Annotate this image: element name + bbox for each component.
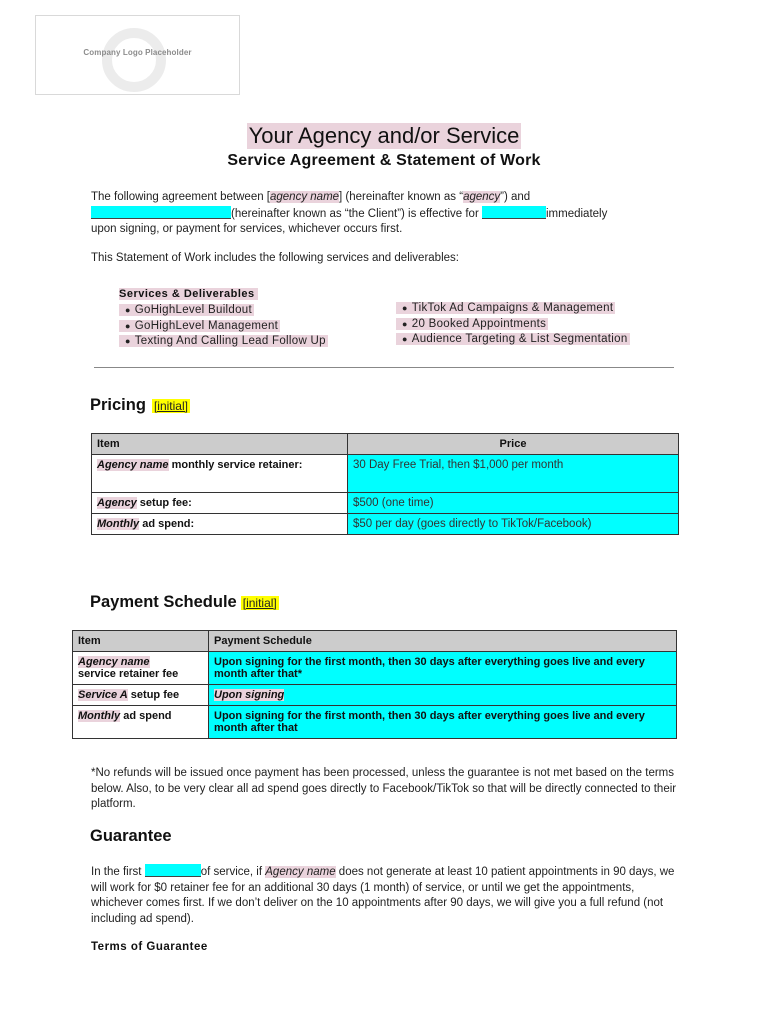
- table-row: [73, 652, 677, 685]
- service-item: [119, 334, 328, 350]
- table-row: [92, 455, 679, 493]
- title-block: [0, 123, 768, 149]
- service-label: Audience Targeting & List Segmentation: [411, 333, 628, 345]
- service-item: [396, 317, 630, 333]
- service-item: [396, 301, 630, 317]
- client-name-field[interactable]: [91, 206, 231, 219]
- service-item: [119, 303, 328, 319]
- agency-placeholder[interactable]: agency: [463, 191, 501, 203]
- payment-schedule-table: [72, 630, 677, 739]
- agency-name-placeholder[interactable]: Agency name: [265, 866, 336, 878]
- terms-of-guarantee-heading: Terms of Guarantee: [91, 941, 208, 953]
- services-list-left: [119, 303, 328, 350]
- pricing-item-cell: [92, 514, 348, 535]
- intro-text: ”) and: [500, 191, 531, 203]
- payment-schedule-heading: [90, 593, 279, 612]
- guarantee-text: In the first: [91, 866, 142, 878]
- sow-intro: This Statement of Work includes the following services and deliverables:: [91, 252, 459, 264]
- item-label: ad spend: [120, 710, 172, 722]
- guarantee-text: does not generate at least 10 patient appointments in 90 days, we will work for $0 retainer fee for an additional 30 days (1 month) of service, or until we get the appointments, whichever comes first. If we don’t deliver on the 10 appointments after 90 days, we will give you a full refund (not including ad spend).: [91, 866, 675, 925]
- item-placeholder[interactable]: Agency name: [97, 459, 169, 471]
- service-label: GoHighLevel Management: [134, 319, 279, 332]
- pricing-item-cell: [92, 455, 348, 493]
- item-label: setup fee:: [136, 497, 192, 509]
- guarantee-text: of service, if: [200, 866, 263, 878]
- intro-paragraph: [91, 190, 691, 238]
- agency-name-placeholder[interactable]: agency name: [270, 191, 340, 203]
- schedule-terms-cell: [209, 685, 677, 706]
- guarantee-period-field[interactable]: [145, 864, 201, 877]
- item-label: setup fee: [127, 689, 180, 701]
- item-label: service retainer fee: [78, 668, 179, 680]
- table-header-row: [92, 434, 679, 455]
- schedule-item-cell: [73, 706, 209, 739]
- table-row: [92, 493, 679, 514]
- intro-text: (hereinafter known as “the Client”) is effective for: [231, 207, 479, 220]
- service-label: Texting And Calling Lead Follow Up: [134, 335, 326, 347]
- pricing-heading: [90, 396, 190, 415]
- service-item: [119, 319, 328, 335]
- table-header-row: [73, 631, 677, 652]
- bullet-icon: ●: [402, 303, 408, 313]
- document-subtitle: Service Agreement & Statement of Work: [227, 152, 541, 169]
- refund-note: *No refunds will be issued once payment has been processed, unless the guarantee is not met based on the terms below. Also, to be very clear all ad spend goes directly to Facebook/TikTok so that will be directly connected to their platform.: [91, 767, 677, 810]
- item-placeholder[interactable]: Agency: [97, 497, 137, 509]
- guarantee-paragraph: [91, 864, 681, 927]
- bullet-icon: ●: [125, 305, 131, 315]
- pricing-price-cell: 30 Day Free Trial, then $1,000 per month: [348, 455, 679, 493]
- logo-placeholder-text: Company Logo Placeholder: [83, 48, 192, 57]
- logo-ring-icon: [102, 28, 166, 92]
- pricing-table: [91, 433, 679, 535]
- service-label: GoHighLevel Buildout: [134, 304, 252, 316]
- column-header-item: Item: [92, 434, 348, 455]
- item-placeholder[interactable]: Agency name: [78, 656, 150, 668]
- schedule-terms-cell: Upon signing for the first month, then 30 days after everything goes live and every month after that*: [209, 652, 677, 685]
- item-placeholder[interactable]: Monthly: [78, 710, 121, 722]
- service-item: [396, 332, 630, 348]
- bullet-icon: ●: [402, 318, 408, 329]
- pricing-initial-field[interactable]: [initial]: [153, 399, 188, 413]
- intro-text: immediately: [546, 207, 608, 220]
- schedule-item-cell: [73, 685, 209, 706]
- bullet-icon: ●: [402, 334, 408, 344]
- bullet-icon: ●: [125, 320, 131, 331]
- intro-text: upon signing, or payment for services, whichever occurs first.: [91, 223, 403, 235]
- payment-initial-field[interactable]: [initial]: [242, 596, 277, 610]
- item-placeholder[interactable]: Monthly: [97, 518, 140, 530]
- bullet-icon: ●: [125, 336, 131, 346]
- services-heading: Services & Deliverables: [119, 288, 258, 300]
- item-label: ad spend:: [139, 518, 195, 530]
- item-placeholder[interactable]: Service A: [78, 689, 128, 701]
- service-label: TikTok Ad Campaigns & Management: [411, 302, 614, 314]
- schedule-placeholder[interactable]: Upon signing: [214, 689, 285, 701]
- table-row: [73, 685, 677, 706]
- pricing-item-cell: [92, 493, 348, 514]
- intro-text: ] (hereinafter known as “: [339, 191, 464, 203]
- pricing-price-cell: $500 (one time): [348, 493, 679, 514]
- service-label: 20 Booked Appointments: [411, 317, 547, 330]
- document-title: Your Agency and/or Service: [248, 123, 520, 148]
- column-header-item: Item: [73, 631, 209, 652]
- services-list-right: [396, 301, 630, 348]
- column-header-price: Price: [348, 434, 679, 455]
- item-label: monthly service retainer:: [168, 459, 303, 471]
- section-divider: [94, 367, 674, 368]
- table-row: [73, 706, 677, 739]
- column-header-schedule: Payment Schedule: [209, 631, 677, 652]
- subtitle-block: [0, 152, 768, 170]
- pricing-heading-text: Pricing: [90, 396, 146, 414]
- intro-text: The following agreement between [: [91, 191, 270, 203]
- effective-date-field[interactable]: [482, 206, 546, 219]
- table-row: [92, 514, 679, 535]
- schedule-item-cell: [73, 652, 209, 685]
- payment-schedule-heading-text: Payment Schedule: [90, 593, 237, 611]
- guarantee-heading: Guarantee: [90, 827, 172, 845]
- pricing-price-cell: $50 per day (goes directly to TikTok/Facebook): [348, 514, 679, 535]
- schedule-terms-cell: Upon signing for the first month, then 30 days after everything goes live and every month after that: [209, 706, 677, 739]
- company-logo-placeholder: [35, 15, 240, 95]
